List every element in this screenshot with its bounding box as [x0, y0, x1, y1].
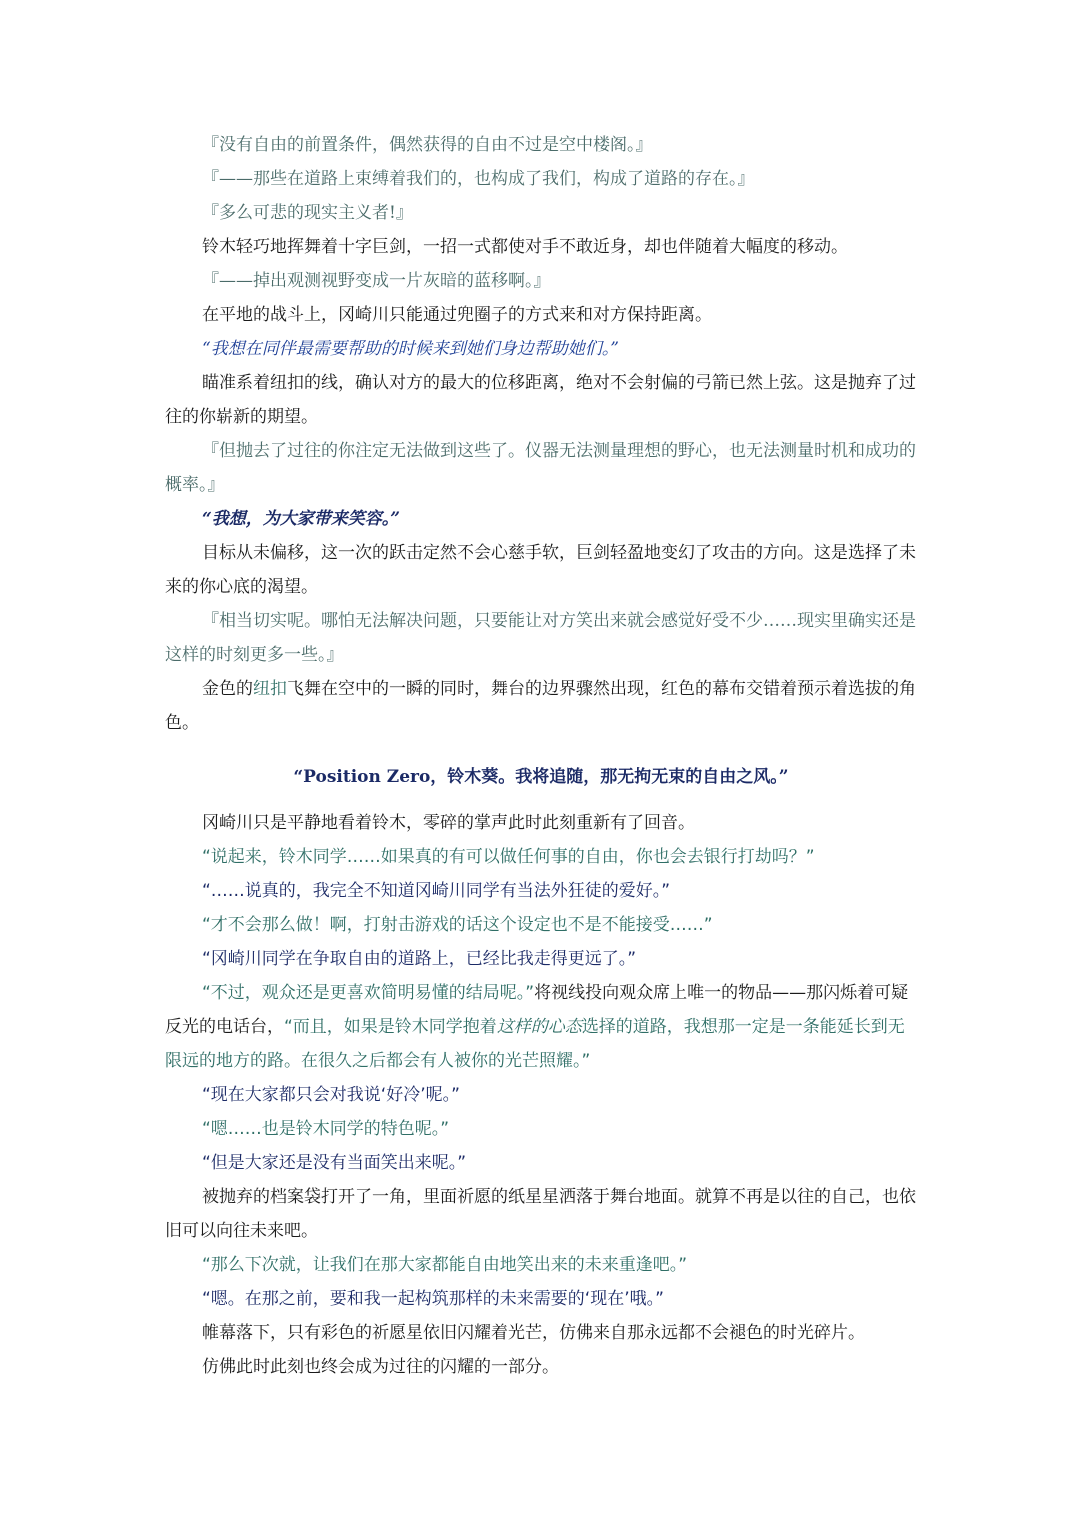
paragraph-6: 在平地的战斗上，冈崎川只能通过兜圈子的方式来和对方保持距离。 [202, 305, 712, 325]
paragraph-13-part-1: 金色的 [202, 679, 253, 699]
paragraph-1: 『没有自由的前置条件，偶然获得的自由不过是空中楼阁。』 [202, 135, 653, 155]
paragraph-21: “现在大家都只会对我说‘好冷’呢。” [202, 1085, 460, 1105]
paragraph-13-part-2: 飞舞在空中的一瞬的同时，舞台的边界骤然出现，红色的幕布交错着预示着选拔的角色。 [165, 679, 916, 733]
paragraph-26: “嗯。在那之前，要和我一起构筑那样的未来需要的‘现在’哦。” [202, 1289, 664, 1309]
centered-quote: “Position Zero，铃木葵。我将追随，那无拘无束的自由之风。” [293, 767, 789, 787]
paragraph-9: 『但抛去了过往的你注定无法做到这些了。仪器无法测量理想的野心，也无法测量时机和成功的概率。』 [165, 441, 916, 495]
paragraph-3: 『多么可悲的现实主义者!』 [202, 203, 413, 223]
paragraph-18: “才不会那么做！啊，打射击游戏的话这个设定也不是不能接受……” [202, 915, 713, 935]
paragraph-24: 被抛弃的档案袋打开了一角，里面祈愿的纸星星洒落于舞台地面。就算不再是以往的自己，也依旧可以向往未来吧。 [165, 1187, 916, 1241]
paragraph-15: 冈崎川只是平静地看着铃木，零碎的掌声此时此刻重新有了回音。 [202, 813, 695, 833]
paragraph-20-part-2: 将视线投向观众席上唯一的物品——那闪烁着可疑反光的电话台， [165, 983, 909, 1037]
paragraph-25: “那么下次就，让我们在那大家都能自由地笑出来的未来重逢吧。” [202, 1255, 688, 1275]
paragraph-16: “说起来，铃木同学……如果真的有可以做任何事的自由，你也会去银行打劫吗？” [202, 847, 815, 867]
paragraph-27: 帷幕落下，只有彩色的祈愿星依旧闪耀着光芒，仿佛来自那永远都不会褪色的时光碎片。 [202, 1323, 865, 1343]
paragraph-20-part-3: “而且，如果是铃木同学抱着 [284, 1017, 497, 1037]
paragraph-7: “我想在同伴最需要帮助的时候来到她们身边帮助她们。” [202, 339, 619, 359]
paragraph-10: “我想，为大家带来笑容。” [202, 509, 401, 529]
paragraph-19: “冈崎川同学在争取自由的道路上，已经比我走得更远了。” [202, 949, 637, 969]
paragraph-20-part-4: 选择的道路，我想那一定是一条能延长到无限远的地方的路。在很久之后都会有人被你的光芒照耀。” [165, 1017, 905, 1071]
paragraph-12: 『相当切实呢。哪怕无法解决问题，只要能让对方笑出来就会感觉好受不少……现实里确实还是这样的时刻更多一些。』 [165, 611, 916, 665]
paragraph-23: “但是大家还是没有当面笑出来呢。” [202, 1153, 467, 1173]
paragraph-20-part-1: “不过，观众还是更喜欢简明易懂的结局呢。” [202, 983, 535, 1003]
paragraph-5: 『——掉出观测视野变成一片灰暗的蓝移啊。』 [202, 271, 551, 291]
paragraph-4: 铃木轻巧地挥舞着十字巨剑，一招一式都使对手不敢近身，却也伴随着大幅度的移动。 [202, 237, 848, 257]
paragraph-8: 瞄准系着纽扣的线，确认对方的最大的位移距离，绝对不会射偏的弓箭已然上弦。这是抛弃了过往的你崭新的期望。 [165, 373, 916, 427]
paragraph-11: 目标从未偏移，这一次的跃击定然不会心慈手软，巨剑轻盈地变幻了攻击的方向。这是选择了未来的你心底的渴望。 [165, 543, 916, 597]
paragraph-28: 仿佛此时此刻也终会成为过往的闪耀的一部分。 [202, 1357, 559, 1377]
paragraph-22: “嗯……也是铃木同学的特色呢。” [202, 1119, 450, 1139]
document-page [165, 128, 917, 1384]
paragraph-17: “……说真的，我完全不知道冈崎川同学有当法外狂徒的爱好。” [202, 881, 671, 901]
paragraph-2: 『——那些在道路上束缚着我们的，也构成了我们，构成了道路的存在。』 [202, 169, 755, 189]
paragraph-20-italic: 这样的心态 [496, 1017, 582, 1037]
paragraph-13-highlight: 纽扣 [253, 679, 287, 699]
paragraph-13 [165, 672, 917, 740]
paragraph-20 [165, 976, 917, 1078]
